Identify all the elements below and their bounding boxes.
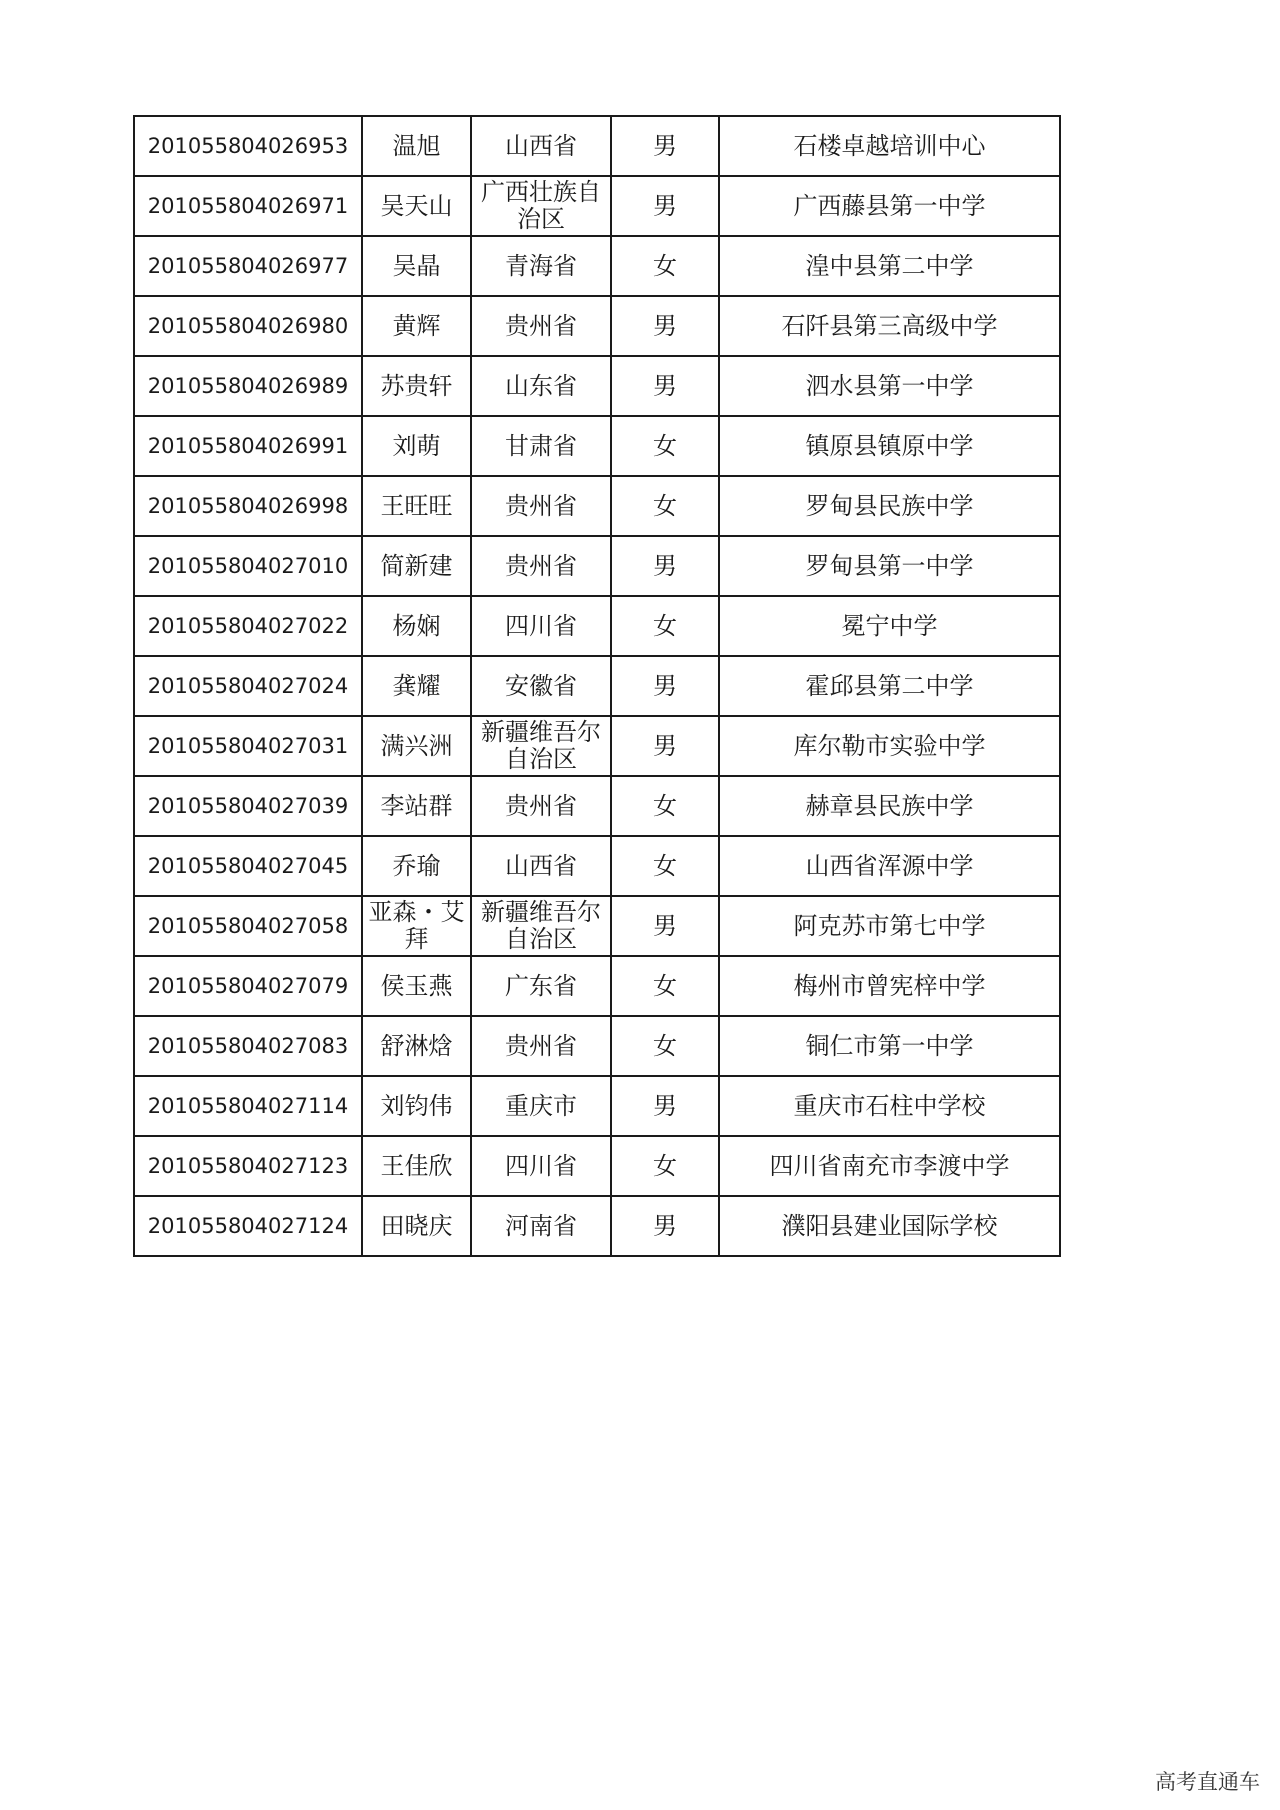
cell-school: 铜仁市第一中学 [719, 1016, 1060, 1076]
cell-student-name: 李站群 [362, 776, 471, 836]
table-row [134, 416, 1060, 476]
cell-exam-id: 201055804026989 [134, 356, 362, 416]
cell-school: 赫章县民族中学 [719, 776, 1060, 836]
table-row [134, 596, 1060, 656]
cell-student-name: 舒淋焓 [362, 1016, 471, 1076]
roster-body [134, 116, 1060, 1256]
cell-school: 石阡县第三高级中学 [719, 296, 1060, 356]
cell-province: 山西省 [471, 116, 611, 176]
cell-school: 霍邱县第二中学 [719, 656, 1060, 716]
cell-student-name: 亚森・艾拜 [362, 896, 471, 956]
cell-school: 泗水县第一中学 [719, 356, 1060, 416]
cell-school: 山西省浑源中学 [719, 836, 1060, 896]
cell-student-name: 侯玉燕 [362, 956, 471, 1016]
cell-gender: 女 [611, 836, 719, 896]
cell-province: 四川省 [471, 596, 611, 656]
cell-province: 广西壮族自治区 [471, 176, 611, 236]
table-row [134, 296, 1060, 356]
table-row [134, 1196, 1060, 1256]
cell-school: 广西藤县第一中学 [719, 176, 1060, 236]
table-row [134, 776, 1060, 836]
table-row [134, 116, 1060, 176]
cell-province: 甘肃省 [471, 416, 611, 476]
table-row [134, 716, 1060, 776]
table-row [134, 1076, 1060, 1136]
cell-school: 罗甸县第一中学 [719, 536, 1060, 596]
cell-student-name: 刘钧伟 [362, 1076, 471, 1136]
cell-student-name: 简新建 [362, 536, 471, 596]
cell-province: 贵州省 [471, 1016, 611, 1076]
cell-exam-id: 201055804026977 [134, 236, 362, 296]
cell-province: 新疆维吾尔自治区 [471, 896, 611, 956]
cell-exam-id: 201055804027010 [134, 536, 362, 596]
cell-student-name: 杨娴 [362, 596, 471, 656]
cell-gender: 男 [611, 656, 719, 716]
cell-province: 贵州省 [471, 776, 611, 836]
cell-exam-id: 201055804026980 [134, 296, 362, 356]
table-row [134, 896, 1060, 956]
cell-exam-id: 201055804026998 [134, 476, 362, 536]
cell-school: 石楼卓越培训中心 [719, 116, 1060, 176]
cell-school: 濮阳县建业国际学校 [719, 1196, 1060, 1256]
cell-gender: 女 [611, 1016, 719, 1076]
table-row [134, 956, 1060, 1016]
cell-student-name: 满兴洲 [362, 716, 471, 776]
cell-province: 贵州省 [471, 296, 611, 356]
cell-student-name: 吴晶 [362, 236, 471, 296]
cell-province: 新疆维吾尔自治区 [471, 716, 611, 776]
cell-province: 贵州省 [471, 536, 611, 596]
cell-student-name: 王旺旺 [362, 476, 471, 536]
table-row [134, 176, 1060, 236]
cell-school: 湟中县第二中学 [719, 236, 1060, 296]
cell-school: 罗甸县民族中学 [719, 476, 1060, 536]
cell-school: 库尔勒市实验中学 [719, 716, 1060, 776]
cell-exam-id: 201055804027079 [134, 956, 362, 1016]
table-row [134, 836, 1060, 896]
cell-province: 河南省 [471, 1196, 611, 1256]
cell-province: 四川省 [471, 1136, 611, 1196]
cell-province: 重庆市 [471, 1076, 611, 1136]
cell-province: 贵州省 [471, 476, 611, 536]
cell-province: 山东省 [471, 356, 611, 416]
cell-exam-id: 201055804026953 [134, 116, 362, 176]
cell-exam-id: 201055804026971 [134, 176, 362, 236]
cell-student-name: 苏贵轩 [362, 356, 471, 416]
cell-school: 重庆市石柱中学校 [719, 1076, 1060, 1136]
cell-gender: 男 [611, 896, 719, 956]
cell-exam-id: 201055804027058 [134, 896, 362, 956]
cell-gender: 女 [611, 956, 719, 1016]
table-row [134, 656, 1060, 716]
cell-exam-id: 201055804026991 [134, 416, 362, 476]
cell-gender: 男 [611, 1196, 719, 1256]
cell-student-name: 刘萌 [362, 416, 471, 476]
cell-exam-id: 201055804027124 [134, 1196, 362, 1256]
cell-exam-id: 201055804027024 [134, 656, 362, 716]
cell-school: 梅州市曾宪梓中学 [719, 956, 1060, 1016]
cell-student-name: 黄辉 [362, 296, 471, 356]
table-row [134, 476, 1060, 536]
cell-province: 青海省 [471, 236, 611, 296]
cell-gender: 男 [611, 296, 719, 356]
cell-gender: 女 [611, 236, 719, 296]
cell-school: 冕宁中学 [719, 596, 1060, 656]
cell-exam-id: 201055804027114 [134, 1076, 362, 1136]
cell-school: 镇原县镇原中学 [719, 416, 1060, 476]
cell-student-name: 王佳欣 [362, 1136, 471, 1196]
cell-gender: 女 [611, 476, 719, 536]
cell-school: 四川省南充市李渡中学 [719, 1136, 1060, 1196]
cell-gender: 男 [611, 716, 719, 776]
cell-gender: 男 [611, 536, 719, 596]
cell-school: 阿克苏市第七中学 [719, 896, 1060, 956]
cell-exam-id: 201055804027039 [134, 776, 362, 836]
cell-exam-id: 201055804027083 [134, 1016, 362, 1076]
cell-gender: 女 [611, 776, 719, 836]
cell-exam-id: 201055804027045 [134, 836, 362, 896]
cell-student-name: 乔瑜 [362, 836, 471, 896]
watermark-text: 高考直通车 [1155, 1770, 1260, 1794]
cell-student-name: 田晓庆 [362, 1196, 471, 1256]
table-row [134, 1016, 1060, 1076]
student-roster-table [133, 115, 1061, 1257]
cell-exam-id: 201055804027022 [134, 596, 362, 656]
table-row [134, 536, 1060, 596]
cell-exam-id: 201055804027031 [134, 716, 362, 776]
cell-province: 山西省 [471, 836, 611, 896]
cell-gender: 男 [611, 176, 719, 236]
table-row [134, 356, 1060, 416]
table-row [134, 236, 1060, 296]
cell-gender: 男 [611, 116, 719, 176]
cell-gender: 女 [611, 1136, 719, 1196]
cell-gender: 男 [611, 356, 719, 416]
table-row [134, 1136, 1060, 1196]
cell-province: 广东省 [471, 956, 611, 1016]
cell-province: 安徽省 [471, 656, 611, 716]
cell-gender: 女 [611, 416, 719, 476]
cell-exam-id: 201055804027123 [134, 1136, 362, 1196]
cell-student-name: 龚耀 [362, 656, 471, 716]
cell-student-name: 吴天山 [362, 176, 471, 236]
cell-student-name: 温旭 [362, 116, 471, 176]
cell-gender: 男 [611, 1076, 719, 1136]
cell-gender: 女 [611, 596, 719, 656]
